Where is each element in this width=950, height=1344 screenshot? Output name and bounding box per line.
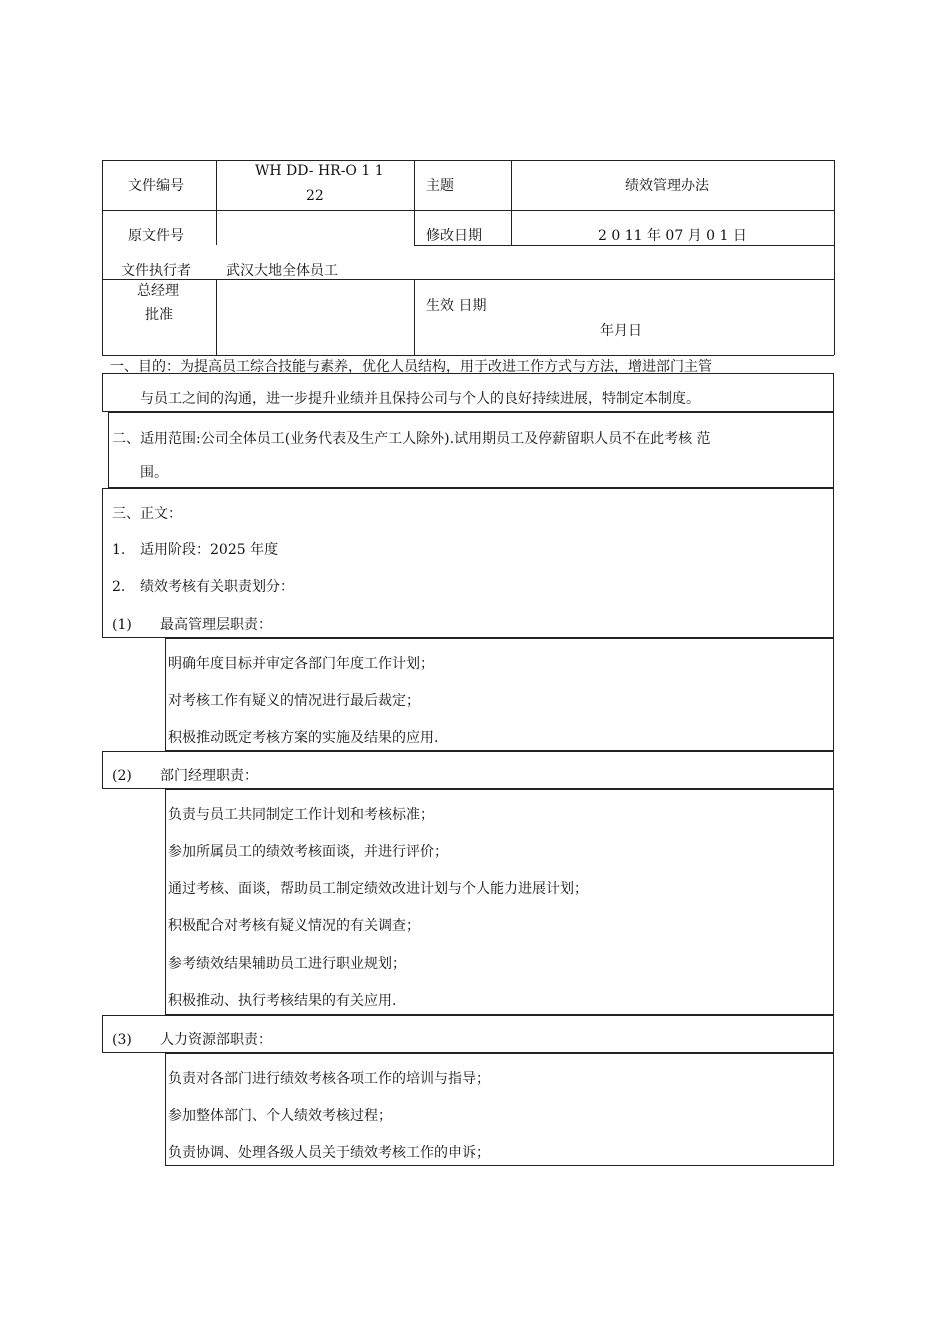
doc-no-label: 文件编号: [128, 178, 184, 194]
item1-num: 1.: [112, 542, 126, 558]
duty2-num: (2): [112, 768, 132, 784]
subject-label: 主题: [426, 178, 454, 194]
gm-label: 总经理: [137, 283, 179, 299]
duty3-item: 参加整体部门、个人绩效考核过程；: [168, 1108, 392, 1124]
orig-no-label: 原文件号: [128, 228, 184, 244]
scope-line2: 围。: [140, 465, 168, 481]
duty2-item: 参考绩效结果辅助员工进行职业规划；: [168, 956, 406, 972]
duty2-item: 参加所属员工的绩效考核面谈，并进行评价；: [168, 844, 448, 860]
executor-value: 武汉大地全体员工: [226, 263, 338, 279]
duty1-title: 最高管理层职责：: [160, 617, 272, 633]
executor-label: 文件执行者: [121, 263, 191, 279]
subject-value: 绩效管理办法: [625, 178, 709, 194]
duty1-item: 明确年度目标并审定各部门年度工作计划；: [168, 656, 434, 672]
purpose-line2: 与员工之间的沟通，进一步提升业绩并且保持公司与个人的良好持续进展，特制定本制度。: [140, 391, 700, 407]
duty3-title: 人力资源部职责：: [160, 1032, 272, 1048]
item1-text: 适用阶段：2025 年度: [140, 542, 279, 558]
duty1-num: (1): [112, 617, 132, 633]
duty2-item: 积极配合对考核有疑义情况的有关调查；: [168, 918, 420, 934]
item2-num: 2.: [112, 579, 126, 595]
effective-label: 生效 日期: [426, 298, 487, 314]
body-title: 三、正文：: [112, 506, 182, 522]
duty2-item: 通过考核、面谈，帮助员工制定绩效改进计划与个人能力进展计划；: [168, 881, 588, 897]
approve-label: 批准: [145, 307, 173, 323]
purpose-line1: 一、目的：为提高员工综合技能与素养，优化人员结构，用于改进工作方式与方法，增进部门主管: [110, 359, 712, 375]
doc-no-value-line1: WH DD- HR-O 1 1: [255, 163, 384, 179]
duty1-item: 积极推动既定考核方案的实施及结果的应用.: [168, 730, 439, 746]
effective-value: 年月日: [600, 323, 642, 339]
item2-text: 绩效考核有关职责划分：: [140, 579, 294, 595]
duty3-item: 负责对各部门进行绩效考核各项工作的培训与指导；: [168, 1071, 490, 1087]
duty1-item: 对考核工作有疑义的情况进行最后裁定；: [168, 693, 420, 709]
revise-date-label: 修改日期: [426, 228, 482, 244]
scope-line1: 二、适用范围:公司全体员工(业务代表及生产工人除外).试用期员工及停薪留职人员不在此考核 范: [112, 431, 711, 447]
duty2-item: 积极推动、执行考核结果的有关应用.: [168, 993, 397, 1009]
revise-date-value: 2 0 11 年 07 月 0 1 日: [598, 228, 747, 244]
doc-no-value-line2: 22: [306, 188, 324, 204]
duty3-num: (3): [112, 1032, 132, 1048]
duty2-title: 部门经理职责：: [160, 768, 258, 784]
duty2-item: 负责与员工共同制定工作计划和考核标准；: [168, 807, 434, 823]
duty3-item: 负责协调、处理各级人员关于绩效考核工作的申诉；: [168, 1145, 490, 1161]
